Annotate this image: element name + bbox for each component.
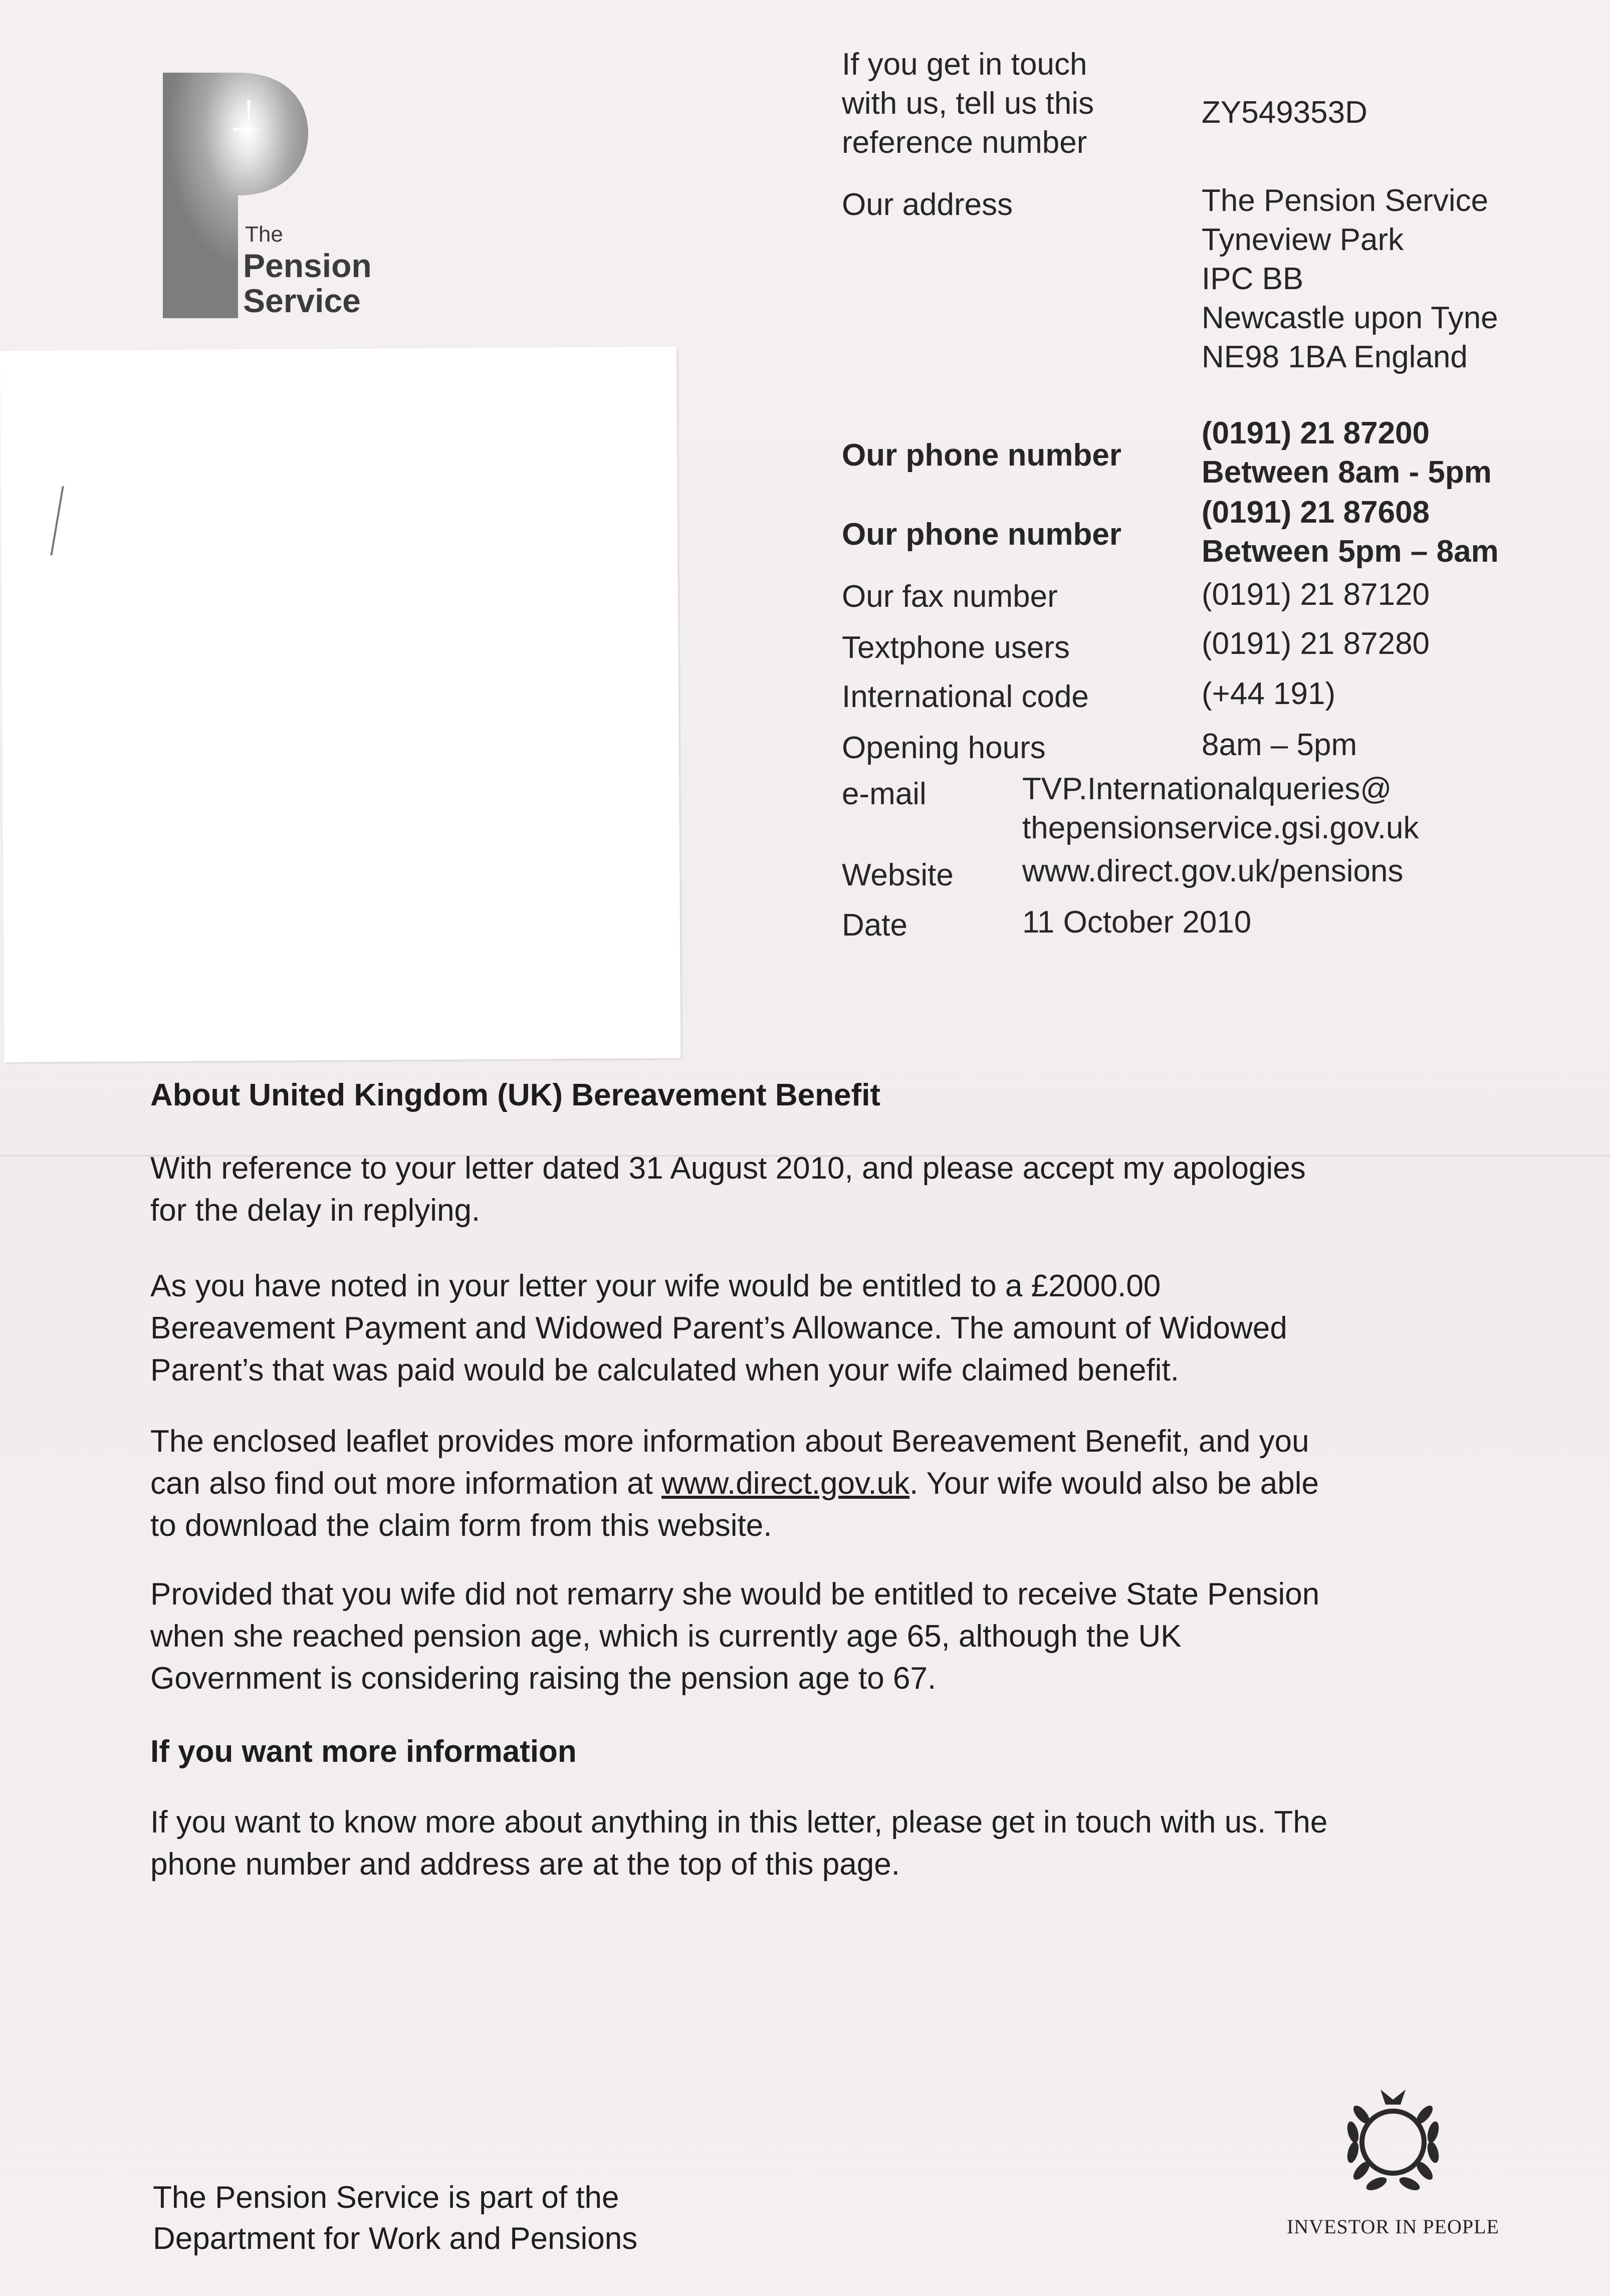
reference-label: If you get in touch with us, tell us this reference number xyxy=(842,47,1094,160)
intl-code-value: (+44 191) xyxy=(1202,676,1336,711)
logo-text-the: The xyxy=(245,222,283,247)
email-value: TVP.Internationalqueries@ thepensionservice.gsi.gov.uk xyxy=(1022,772,1419,845)
phone2-label: Our phone number xyxy=(842,517,1121,552)
website-value[interactable]: www.direct.gov.uk/pensions xyxy=(1022,854,1404,888)
footer-dwp-note: The Pension Service is part of the Department for Work and Pensions xyxy=(153,2180,638,2256)
pen-mark xyxy=(50,486,64,556)
paragraph-3: The enclosed leaflet provides more information about Bereavement Benefit, and you can also find out more information at www.direct.gov.uk. Your wife would also be able to download the claim form from this website. xyxy=(150,1424,1319,1543)
phone1-block xyxy=(1202,414,1492,492)
date-value: 11 October 2010 xyxy=(1022,905,1252,940)
website-label: Website xyxy=(842,858,954,892)
date-label: Date xyxy=(842,908,907,943)
intl-code-label: International code xyxy=(842,679,1089,714)
reference-number: ZY549353D xyxy=(1202,95,1367,130)
fax-value: (0191) 21 87120 xyxy=(1202,577,1430,612)
paragraph-1: With reference to your letter dated 31 August 2010, and please accept my apologies for the delay in replying. xyxy=(150,1151,1306,1228)
pension-service-logo xyxy=(163,73,383,318)
phone1-number: (0191) 21 87200 xyxy=(1202,416,1430,450)
opening-hours-label: Opening hours xyxy=(842,731,1046,765)
phone1-hours: Between 8am - 5pm xyxy=(1202,455,1492,490)
paragraph-2: As you have noted in your letter your wife would be entitled to a £2000.00 Bereavement Payment and Widowed Parent’s Allowance. The amount of Widowed Parent’s that was paid would be calculated when your wife claimed benefit. xyxy=(150,1269,1287,1388)
phone2-number: (0191) 21 87608 xyxy=(1202,495,1430,530)
fax-label: Our fax number xyxy=(842,579,1058,614)
more-info-heading: If you want more information xyxy=(150,1734,577,1769)
address-label: Our address xyxy=(842,187,1013,222)
investor-in-people-label: INVESTOR IN PEOPLE xyxy=(1287,2215,1499,2238)
opening-hours-value: 8am – 5pm xyxy=(1202,728,1357,762)
direct-gov-link[interactable]: www.direct.gov.uk xyxy=(661,1466,910,1501)
laurel-wreath-icon xyxy=(1330,2080,1456,2205)
address-sticker xyxy=(0,347,681,1062)
logo-text-pension: Pension xyxy=(243,247,372,284)
phone2-hours: Between 5pm – 8am xyxy=(1202,534,1499,569)
paragraph-4: Provided that you wife did not remarry she would be entitled to receive State Pension when she reached pension age, which is currently age 65, although the UK Government is considering raising the pension age to 67. xyxy=(150,1577,1320,1696)
investor-in-people-badge xyxy=(1278,2080,1508,2260)
logo-text-service: Service xyxy=(243,282,361,319)
phone2-block xyxy=(1202,493,1499,571)
letter-title: About United Kingdom (UK) Bereavement Benefit xyxy=(150,1078,881,1112)
our-address: The Pension Service Tyneview Park IPC BB Newcastle upon Tyne NE98 1BA England xyxy=(1202,183,1498,374)
textphone-value: (0191) 21 87280 xyxy=(1202,626,1430,661)
paragraph-5: If you want to know more about anything in this letter, please get in touch with us. The phone number and address are at the top of this page. xyxy=(150,1805,1328,1882)
email-label: e-mail xyxy=(842,777,927,811)
textphone-label: Textphone users xyxy=(842,630,1070,665)
phone1-label: Our phone number xyxy=(842,438,1121,473)
